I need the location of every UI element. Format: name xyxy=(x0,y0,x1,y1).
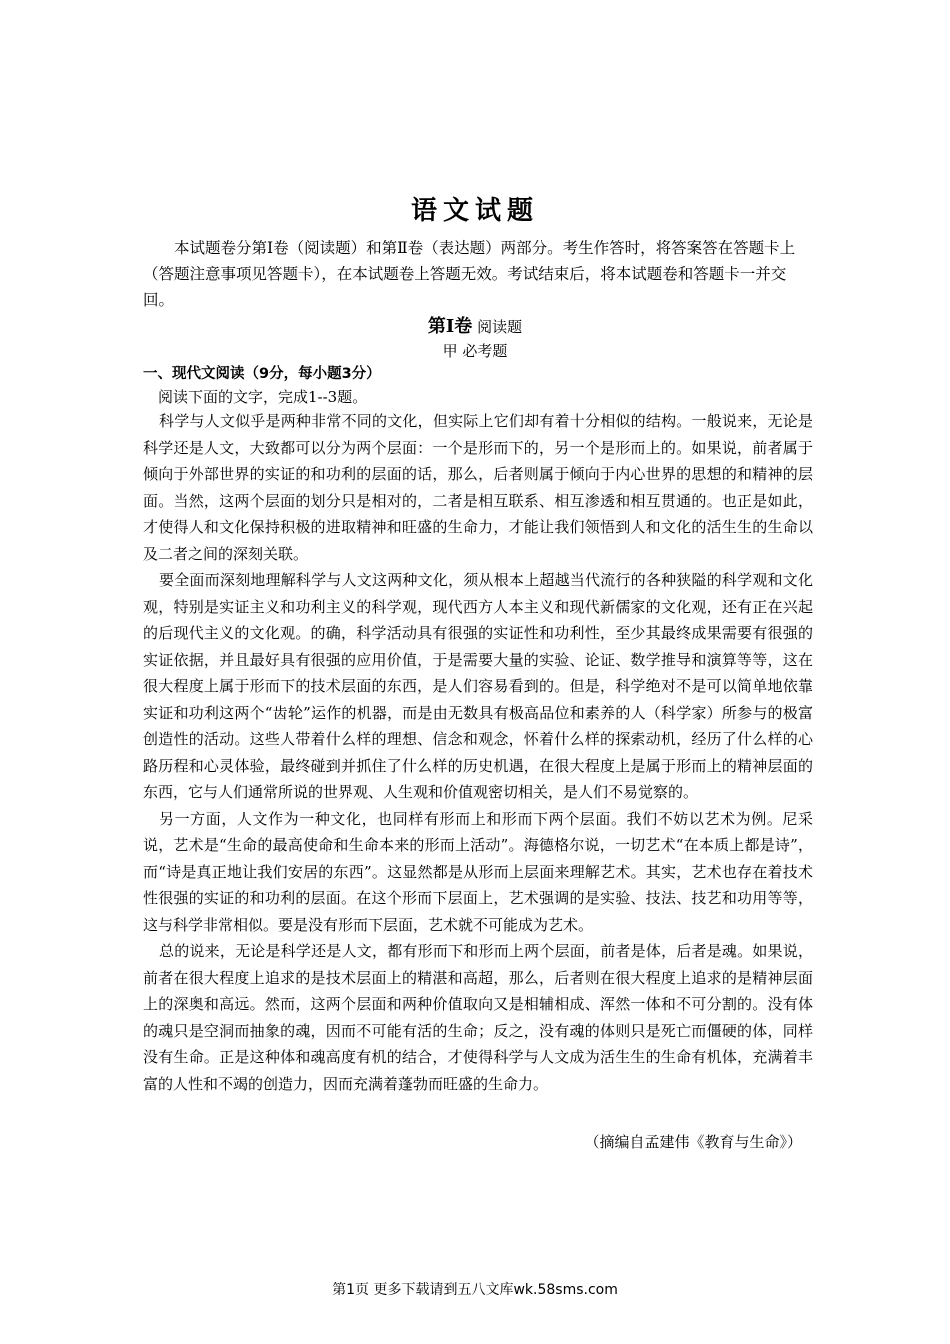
passage-source: （摘编自孟建伟《教育与生命》） xyxy=(584,1133,802,1151)
intro-paragraph: 本试题卷分第Ⅰ卷（阅读题）和第Ⅱ卷（表达题）两部分。考生作答时，将答案答在答题卡上（答题注意事项见答题卡），在本试题卷上答题无效。考试结束后，将本试题卷和答题卡一并交回。 xyxy=(143,239,796,309)
passage-paragraph: 要全面而深刻地理解科学与人文这两种文化，须从根本上超越当代流行的各种狭隘的科学观和文化观，特别是实证主义和功利主义的科学观，现代西方人本主义和现代新儒家的文化观，还有正在兴起的后现代主义的文化观。的确，科学活动具有很强的实证性和功利性，至少其最终成果需要有很强的实证依据，并且最好具有很强的应用价值，于是需要大量的实验、论证、数学推导和演算等等，这在很大程度上属于形而下的技术层面的东西，是人们容易看到的。但是，科学绝对不是可以简单地依靠实证和功利这两个“齿轮”运作的机器，而是由无数具有极高品位和素养的人（科学家）所参与的极富创造性的活动。这些人带着什么样的理想、信念和观念，怀着什么样的探索动机，经历了什么样的心路历程和心灵体验，最终碰到并抓住了什么样的历史机遇，在很大程度上是属于形而上的精神层面的东西，它与人们通常所说的世界观、人生观和价值观密切相关，是人们不易觉察的。 xyxy=(143,571,813,801)
passage-paragraph: 另一方面，人文作为一种文化，也同样有形而上和形而下两个层面。我们不妨以艺术为例。尼采说，艺术是“生命的最高使命和生命本来的形而上活动”。海德格尔说，一切艺术“在本质上都是诗”，而“诗是真正地让我们安居的东西”。这显然都是从形而上层面来理解艺术。其实，艺术也存在着技术性很强的实证的和功利的层面。在这个形而下层面上，艺术强调的是实验、技法、技艺和功用等等，这与科学非常相似。要是没有形而下层面，艺术就不可能成为艺术。 xyxy=(143,809,813,934)
section-heading: 一、现代文阅读（9分，每小题3分） xyxy=(143,366,381,382)
passage-paragraph: 总的说来，无论是科学还是人文，都有形而下和形而上两个层面，前者是体，后者是魂。如果说，前者在很大程度上追求的是技术层面上的精湛和高超，那么，后者则在很大程度上追求的是精神层面上的深奥和高远。然而，这两个层面和两种价值取向又是相辅相成、浑然一体和不可分割的。没有体的魂只是空洞而抽象的魂，因而不可能有活的生命；反之，没有魂的体则只是死亡而僵硬的体，同样没有生命。正是这种体和魂高度有机的结合，才使得科学与人文成为活生生的生命有机体，充满着丰富的人性和不竭的创造力，因而充满着蓬勃而旺盛的生命力。 xyxy=(143,942,813,1093)
page-footer: 第1页 更多下载请到五八文库wk.58sms.com xyxy=(332,1282,618,1298)
volume-name: 阅读题 xyxy=(477,318,523,336)
volume-heading xyxy=(0,312,950,338)
passage-paragraph: 科学与人文似乎是两种非常不同的文化，但实际上它们却有着十分相似的结构。一般说来，无论是科学还是人文，大致都可以分为两个层面：一个是形而下的，另一个是形而上的。如果说，前者属于倾向于外部世界的实证的和功利的层面的话，那么，后者则属于倾向于内心世界的思想的和精神的层面。当然，这两个层面的划分只是相对的，二者是相互联系、相互渗透和相互贯通的。也正是如此，才使得人和文化保持积极的进取精神和旺盛的生命力，才能让我们领悟到人和文化的活生生的生命以及二者之间的深刻关联。 xyxy=(143,412,813,563)
volume-label: 第Ⅰ卷 xyxy=(427,316,473,337)
passage xyxy=(143,408,813,1097)
subsection-heading: 甲 必考题 xyxy=(442,342,508,360)
page-title: 语文试题 xyxy=(410,196,539,226)
reading-instruction: 阅读下面的文字，完成1--3题。 xyxy=(158,388,368,406)
